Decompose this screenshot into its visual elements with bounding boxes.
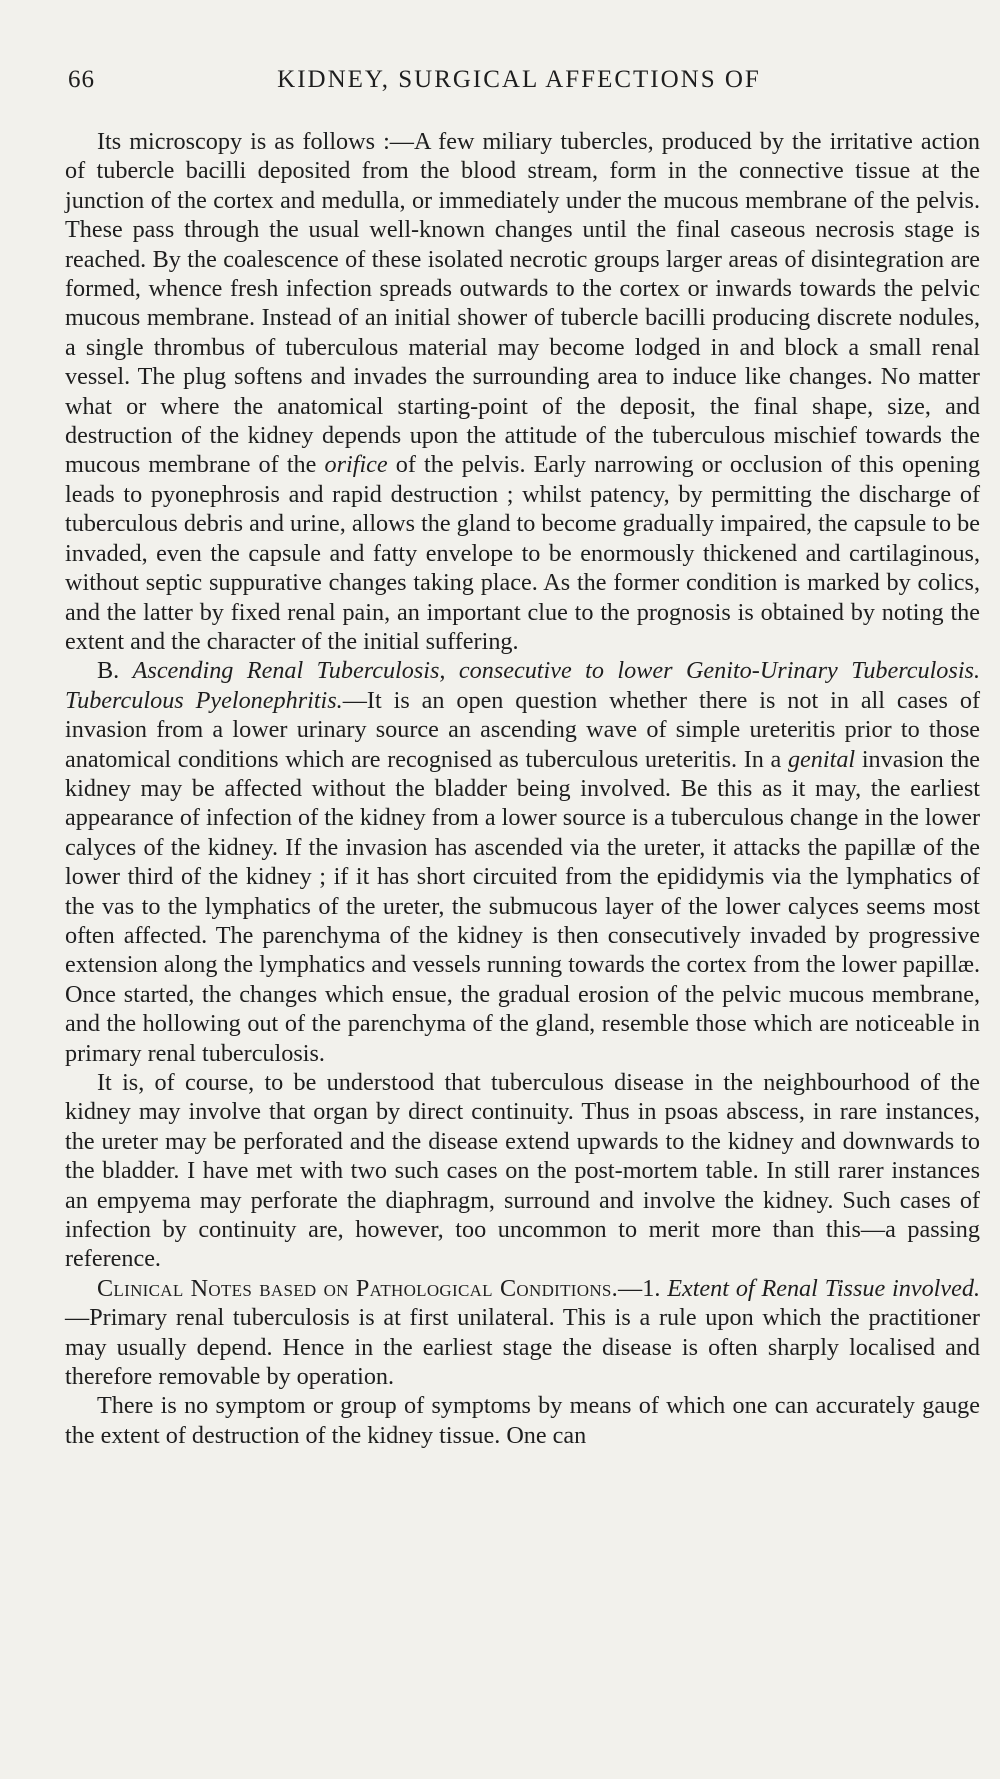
italic-term: orifice xyxy=(324,451,388,479)
paragraph-no-symptom: There is no symptom or group of symptoms by means of which one can accurately gauge the extent of destruction of the kidney tissue. One can xyxy=(65,1392,980,1449)
page-number: 66 xyxy=(68,66,95,93)
paragraph-microscopy: Its microscopy is as follows :—A few miliary tubercles, produced by the irritative action of tubercle bacilli deposited from the blood stream, form in the connective tissue at the junction of the cortex and medulla, or immediately under the mucous membrane of the pelvis. These pass through the usual well-known changes until the final caseous necrosis stage is reached. By the coalescence of these isolated necrotic groups larger areas of disintegration are formed, whence fresh infection spreads outwards to the cortex or inwards towards the pelvic mucous membrane. Instead of an initial shower of tubercle bacilli producing discrete nodules, a single thrombus of tuberculous material may become lodged in and block a small renal vessel. The plug softens and invades the surrounding area to induce like changes. No matter what or where the anatomical starting-point of the deposit, the final shape, size, and destruction of the kidney depends upon the attitude of the tuberculous mischief towards the mucous membrane of the orifice of the pelvis. Early narrowing or occlusion of this opening leads to pyonephrosis and rapid destruction ; whilst patency, by permitting the discharge of tuberculous debris and urine, allows the gland to become gradually impaired, the capsule to be invaded, even the capsule and fatty envelope to be enormously thickened and cartilaginous, without septic suppurative changes taking place. As the former condition is marked by colics, and the latter by fixed renal pain, an important clue to the prognosis is obtained by noting the extent and the character of the initial suffering. xyxy=(65,128,980,655)
paragraph-clinical-notes: Clinical Notes based on Pathological Conditions.—1. Extent of Renal Tissue involved.—Primary renal tuberculosis is at first unilateral. This is a rule upon which the practitioner may usually depend. Hence in the earliest stage the disease is often sharply localised and therefore removable by operation. xyxy=(65,1274,980,1391)
italic-term: genital xyxy=(787,745,856,773)
paragraph-ascending-tuberculosis: B. Ascending Renal Tuberculosis, consecutive to lower Genito-Urinary Tuberculosis. Tuberculous Pyelonephritis.—It is an open question whether there is not in all cases of invasion from a lower urinary source an ascending wave of simple ureteritis prior to those anatomical conditions which are recognised as tuberculous ureteritis. In a genital invasion the kidney may be affected without the bladder being involved. Be this as it may, the earliest appearance of infection of the kidney from a lower source is a tuberculous change in the lower calyces of the kidney. If the invasion has ascended via the ureter, it attacks the papillæ of the lower third of the kidney ; if it has short circuited from the epididymis via the lymphatics of the vas to the lymphatics of the ureter, the submucous layer of the lower calyces seems most often affected. The parenchyma of the kidney is then consecutively invaded by progressive extension along the lymphatics and vessels running towards the cortex from the lower papillæ. Once started, the changes which ensue, the gradual erosion of the pelvic mucous membrane, and the hollowing out of the parenchyma of the gland, resemble those which are noticeable in primary renal tuberculosis. xyxy=(65,657,981,1067)
subsection-heading-extent: Extent of Renal Tissue involved. xyxy=(667,1274,980,1302)
body-text xyxy=(65,127,980,1450)
section-heading-b: Ascending Renal Tuberculosis, consecutive to lower Genito-Urinary Tuberculosis. Tuberculous Pyelonephritis. xyxy=(65,657,980,714)
running-title: KIDNEY, SURGICAL AFFECTIONS OF xyxy=(277,66,761,93)
clinical-notes-heading: Clinical Notes based on Pathological Conditions. xyxy=(97,1274,619,1302)
paragraph-direct-continuity: It is, of course, to be understood that tuberculous disease in the neighbourhood of the kidney may involve that organ by direct continuity. Thus in psoas abscess, in rare instances, the ureter may be perforated and the disease extend upwards to the kidney and downwards to the bladder. I have met with two such cases on the post-mortem table. In still rarer instances an empyema may perforate the diaphragm, surround and involve the kidney. Such cases of infection by continuity are, however, too uncommon to merit more than this—a passing reference. xyxy=(65,1069,980,1273)
page-header xyxy=(68,66,930,106)
